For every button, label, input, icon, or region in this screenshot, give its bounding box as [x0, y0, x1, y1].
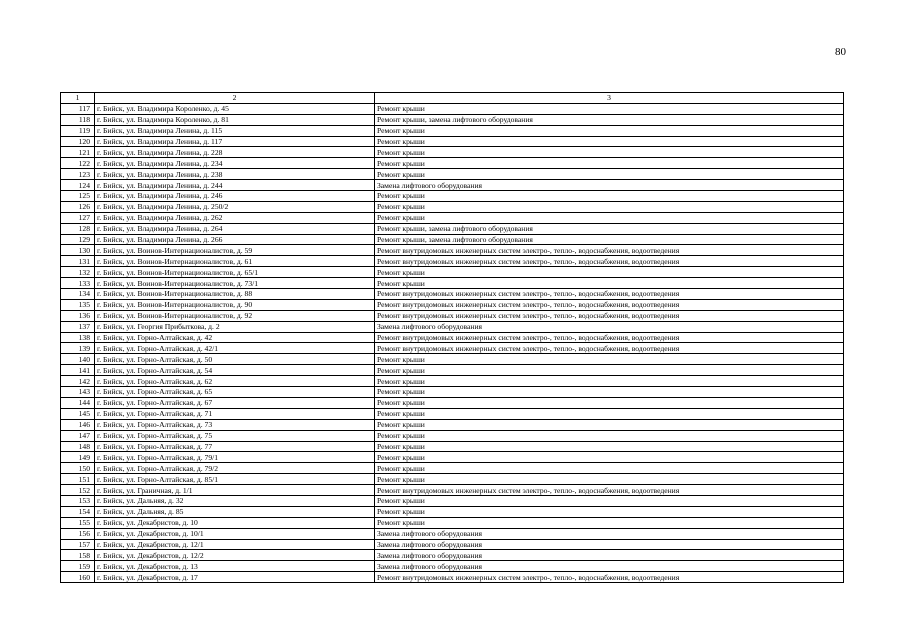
row-address: г. Бийск, ул. Горно-Алтайская, д. 54	[95, 365, 375, 376]
row-work-type: Замена лифтового оборудования	[375, 561, 844, 572]
row-address: г. Бийск, ул. Воинов-Интернационалистов, д. 61	[95, 256, 375, 267]
row-address: г. Бийск, ул. Владимира Ленина, д. 264	[95, 223, 375, 234]
row-number: 136	[61, 310, 95, 321]
row-address: г. Бийск, ул. Владимира Ленина, д. 246	[95, 191, 375, 202]
row-work-type: Ремонт крыши, замена лифтового оборудования	[375, 223, 844, 234]
row-work-type: Ремонт крыши	[375, 191, 844, 202]
table-row	[61, 245, 844, 256]
table-row	[61, 561, 844, 572]
row-number: 132	[61, 267, 95, 278]
table-row	[61, 125, 844, 136]
row-number: 126	[61, 201, 95, 212]
row-work-type: Ремонт крыши	[375, 278, 844, 289]
row-work-type: Ремонт крыши	[375, 452, 844, 463]
row-address: г. Бийск, ул. Владимира Ленина, д. 117	[95, 136, 375, 147]
row-number: 127	[61, 212, 95, 223]
table-row	[61, 147, 844, 158]
row-number: 158	[61, 550, 95, 561]
row-number: 157	[61, 539, 95, 550]
row-number: 159	[61, 561, 95, 572]
row-work-type: Замена лифтового оборудования	[375, 550, 844, 561]
row-work-type: Ремонт крыши	[375, 267, 844, 278]
row-work-type: Замена лифтового оборудования	[375, 180, 844, 191]
row-work-type: Ремонт крыши, замена лифтового оборудования	[375, 114, 844, 125]
row-address: г. Бийск, ул. Владимира Ленина, д. 262	[95, 212, 375, 223]
row-work-type: Ремонт внутридомовых инженерных систем электро-, тепло-, водоснабжения, водоотведения	[375, 310, 844, 321]
row-work-type: Ремонт крыши	[375, 212, 844, 223]
row-work-type: Ремонт крыши	[375, 474, 844, 485]
table-row	[61, 278, 844, 289]
row-address: г. Бийск, ул. Горно-Алтайская, д. 62	[95, 376, 375, 387]
table-row	[61, 441, 844, 452]
row-address: г. Бийск, ул. Воинов-Интернационалистов, д. 59	[95, 245, 375, 256]
row-number: 156	[61, 528, 95, 539]
table-row	[61, 354, 844, 365]
row-number: 153	[61, 495, 95, 506]
table-row	[61, 223, 844, 234]
row-address: г. Бийск, ул. Горно-Алтайская, д. 42/1	[95, 343, 375, 354]
row-work-type: Ремонт крыши	[375, 495, 844, 506]
row-address: г. Бийск, ул. Декабристов, д. 12/1	[95, 539, 375, 550]
row-work-type: Ремонт крыши	[375, 354, 844, 365]
row-work-type: Ремонт крыши	[375, 419, 844, 430]
header-col-3: 3	[375, 93, 844, 104]
repair-table	[60, 92, 844, 583]
row-work-type: Ремонт внутридомовых инженерных систем электро-, тепло-, водоснабжения, водоотведения	[375, 299, 844, 310]
table-row	[61, 191, 844, 202]
row-number: 145	[61, 408, 95, 419]
header-col-1: 1	[61, 93, 95, 104]
row-address: г. Бийск, ул. Горно-Алтайская, д. 79/2	[95, 463, 375, 474]
table-row	[61, 114, 844, 125]
row-address: г. Бийск, ул. Воинов-Интернационалистов, д. 73/1	[95, 278, 375, 289]
row-number: 144	[61, 397, 95, 408]
table-row	[61, 463, 844, 474]
row-work-type: Ремонт внутридомовых инженерных систем электро-, тепло-, водоснабжения, водоотведения	[375, 256, 844, 267]
row-address: г. Бийск, ул. Граничная, д. 1/1	[95, 485, 375, 496]
table-row	[61, 310, 844, 321]
row-address: г. Бийск, ул. Владимира Короленко, д. 81	[95, 114, 375, 125]
table-row	[61, 474, 844, 485]
table-row	[61, 103, 844, 114]
table-header	[61, 93, 844, 104]
row-address: г. Бийск, ул. Декабристов, д. 10	[95, 517, 375, 528]
row-address: г. Бийск, ул. Горно-Алтайская, д. 42	[95, 332, 375, 343]
table-row	[61, 528, 844, 539]
row-work-type: Ремонт крыши	[375, 397, 844, 408]
row-work-type: Ремонт крыши	[375, 430, 844, 441]
row-number: 150	[61, 463, 95, 474]
row-number: 152	[61, 485, 95, 496]
row-number: 147	[61, 430, 95, 441]
row-number: 120	[61, 136, 95, 147]
row-number: 143	[61, 387, 95, 398]
row-work-type: Ремонт внутридомовых инженерных систем электро-, тепло-, водоснабжения, водоотведения	[375, 289, 844, 300]
table-body	[61, 103, 844, 582]
row-address: г. Бийск, ул. Декабристов, д. 13	[95, 561, 375, 572]
table-row	[61, 485, 844, 496]
table-row	[61, 169, 844, 180]
header-row	[61, 93, 844, 104]
row-address: г. Бийск, ул. Дальняя, д. 85	[95, 506, 375, 517]
row-number: 138	[61, 332, 95, 343]
row-address: г. Бийск, ул. Воинов-Интернационалистов, д. 65/1	[95, 267, 375, 278]
row-work-type: Ремонт крыши	[375, 136, 844, 147]
row-number: 140	[61, 354, 95, 365]
row-address: г. Бийск, ул. Владимира Ленина, д. 234	[95, 158, 375, 169]
row-number: 122	[61, 158, 95, 169]
row-number: 133	[61, 278, 95, 289]
row-address: г. Бийск, ул. Декабристов, д. 12/2	[95, 550, 375, 561]
table-row	[61, 495, 844, 506]
row-address: г. Бийск, ул. Владимира Ленина, д. 238	[95, 169, 375, 180]
row-work-type: Ремонт крыши	[375, 147, 844, 158]
row-address: г. Бийск, ул. Воинов-Интернационалистов, д. 92	[95, 310, 375, 321]
row-number: 151	[61, 474, 95, 485]
table-row	[61, 256, 844, 267]
row-number: 142	[61, 376, 95, 387]
table-row	[61, 321, 844, 332]
table-row	[61, 517, 844, 528]
row-number: 139	[61, 343, 95, 354]
table-row	[61, 430, 844, 441]
table-row	[61, 397, 844, 408]
row-number: 148	[61, 441, 95, 452]
page-number: 80	[835, 46, 846, 58]
row-address: г. Бийск, ул. Горно-Алтайская, д. 75	[95, 430, 375, 441]
row-address: г. Бийск, ул. Владимира Ленина, д. 228	[95, 147, 375, 158]
row-number: 121	[61, 147, 95, 158]
row-number: 118	[61, 114, 95, 125]
row-number: 130	[61, 245, 95, 256]
table-row	[61, 212, 844, 223]
row-work-type: Ремонт внутридомовых инженерных систем электро-, тепло-, водоснабжения, водоотведения	[375, 485, 844, 496]
row-address: г. Бийск, ул. Декабристов, д. 17	[95, 572, 375, 583]
row-work-type: Ремонт крыши	[375, 463, 844, 474]
row-work-type: Ремонт крыши	[375, 387, 844, 398]
row-address: г. Бийск, ул. Владимира Ленина, д. 244	[95, 180, 375, 191]
row-work-type: Ремонт внутридомовых инженерных систем электро-, тепло-, водоснабжения, водоотведения	[375, 332, 844, 343]
row-address: г. Бийск, ул. Горно-Алтайская, д. 50	[95, 354, 375, 365]
row-number: 155	[61, 517, 95, 528]
table-row	[61, 419, 844, 430]
row-address: г. Бийск, ул. Воинов-Интернационалистов, д. 88	[95, 289, 375, 300]
row-work-type: Ремонт крыши	[375, 441, 844, 452]
row-work-type: Ремонт крыши	[375, 103, 844, 114]
row-address: г. Бийск, ул. Горно-Алтайская, д. 85/1	[95, 474, 375, 485]
row-work-type: Ремонт крыши	[375, 158, 844, 169]
row-number: 135	[61, 299, 95, 310]
row-number: 141	[61, 365, 95, 376]
row-number: 160	[61, 572, 95, 583]
row-work-type: Замена лифтового оборудования	[375, 539, 844, 550]
table-row	[61, 299, 844, 310]
row-work-type: Ремонт крыши	[375, 125, 844, 136]
row-number: 124	[61, 180, 95, 191]
table-row	[61, 376, 844, 387]
row-work-type: Ремонт крыши	[375, 517, 844, 528]
row-work-type: Ремонт крыши	[375, 365, 844, 376]
row-work-type: Ремонт внутридомовых инженерных систем электро-, тепло-, водоснабжения, водоотведения	[375, 245, 844, 256]
row-number: 119	[61, 125, 95, 136]
row-address: г. Бийск, ул. Горно-Алтайская, д. 71	[95, 408, 375, 419]
row-work-type: Ремонт крыши	[375, 201, 844, 212]
row-number: 149	[61, 452, 95, 463]
row-work-type: Замена лифтового оборудования	[375, 321, 844, 332]
row-address: г. Бийск, ул. Владимира Короленко, д. 45	[95, 103, 375, 114]
row-number: 131	[61, 256, 95, 267]
row-address: г. Бийск, ул. Воинов-Интернационалистов, д. 90	[95, 299, 375, 310]
row-work-type: Ремонт крыши, замена лифтового оборудования	[375, 234, 844, 245]
row-address: г. Бийск, ул. Владимира Ленина, д. 115	[95, 125, 375, 136]
table-row	[61, 365, 844, 376]
row-number: 134	[61, 289, 95, 300]
row-number: 117	[61, 103, 95, 114]
row-address: г. Бийск, ул. Горно-Алтайская, д. 65	[95, 387, 375, 398]
repair-table-container	[60, 92, 843, 583]
table-row	[61, 289, 844, 300]
row-address: г. Бийск, ул. Владимира Ленина, д. 266	[95, 234, 375, 245]
row-address: г. Бийск, ул. Декабристов, д. 10/1	[95, 528, 375, 539]
row-number: 146	[61, 419, 95, 430]
table-row	[61, 506, 844, 517]
row-number: 129	[61, 234, 95, 245]
row-number: 154	[61, 506, 95, 517]
header-col-2: 2	[95, 93, 375, 104]
row-work-type: Ремонт внутридомовых инженерных систем электро-, тепло-, водоснабжения, водоотведения	[375, 572, 844, 583]
table-row	[61, 343, 844, 354]
table-row	[61, 201, 844, 212]
table-row	[61, 452, 844, 463]
row-address: г. Бийск, ул. Владимира Ленина, д. 250/2	[95, 201, 375, 212]
row-address: г. Бийск, ул. Горно-Алтайская, д. 79/1	[95, 452, 375, 463]
table-row	[61, 332, 844, 343]
row-work-type: Ремонт крыши	[375, 376, 844, 387]
table-row	[61, 267, 844, 278]
row-address: г. Бийск, ул. Горно-Алтайская, д. 67	[95, 397, 375, 408]
row-number: 123	[61, 169, 95, 180]
row-address: г. Бийск, ул. Георгия Прибыткова, д. 2	[95, 321, 375, 332]
table-row	[61, 408, 844, 419]
row-number: 128	[61, 223, 95, 234]
row-number: 137	[61, 321, 95, 332]
row-address: г. Бийск, ул. Горно-Алтайская, д. 73	[95, 419, 375, 430]
table-row	[61, 180, 844, 191]
table-row	[61, 550, 844, 561]
table-row	[61, 572, 844, 583]
row-work-type: Ремонт крыши	[375, 169, 844, 180]
row-work-type: Ремонт крыши	[375, 408, 844, 419]
row-address: г. Бийск, ул. Дальняя, д. 32	[95, 495, 375, 506]
row-work-type: Замена лифтового оборудования	[375, 528, 844, 539]
row-work-type: Ремонт крыши	[375, 506, 844, 517]
table-row	[61, 136, 844, 147]
row-work-type: Ремонт внутридомовых инженерных систем электро-, тепло-, водоснабжения, водоотведения	[375, 343, 844, 354]
table-row	[61, 158, 844, 169]
table-row	[61, 234, 844, 245]
table-row	[61, 387, 844, 398]
table-row	[61, 539, 844, 550]
row-address: г. Бийск, ул. Горно-Алтайская, д. 77	[95, 441, 375, 452]
row-number: 125	[61, 191, 95, 202]
